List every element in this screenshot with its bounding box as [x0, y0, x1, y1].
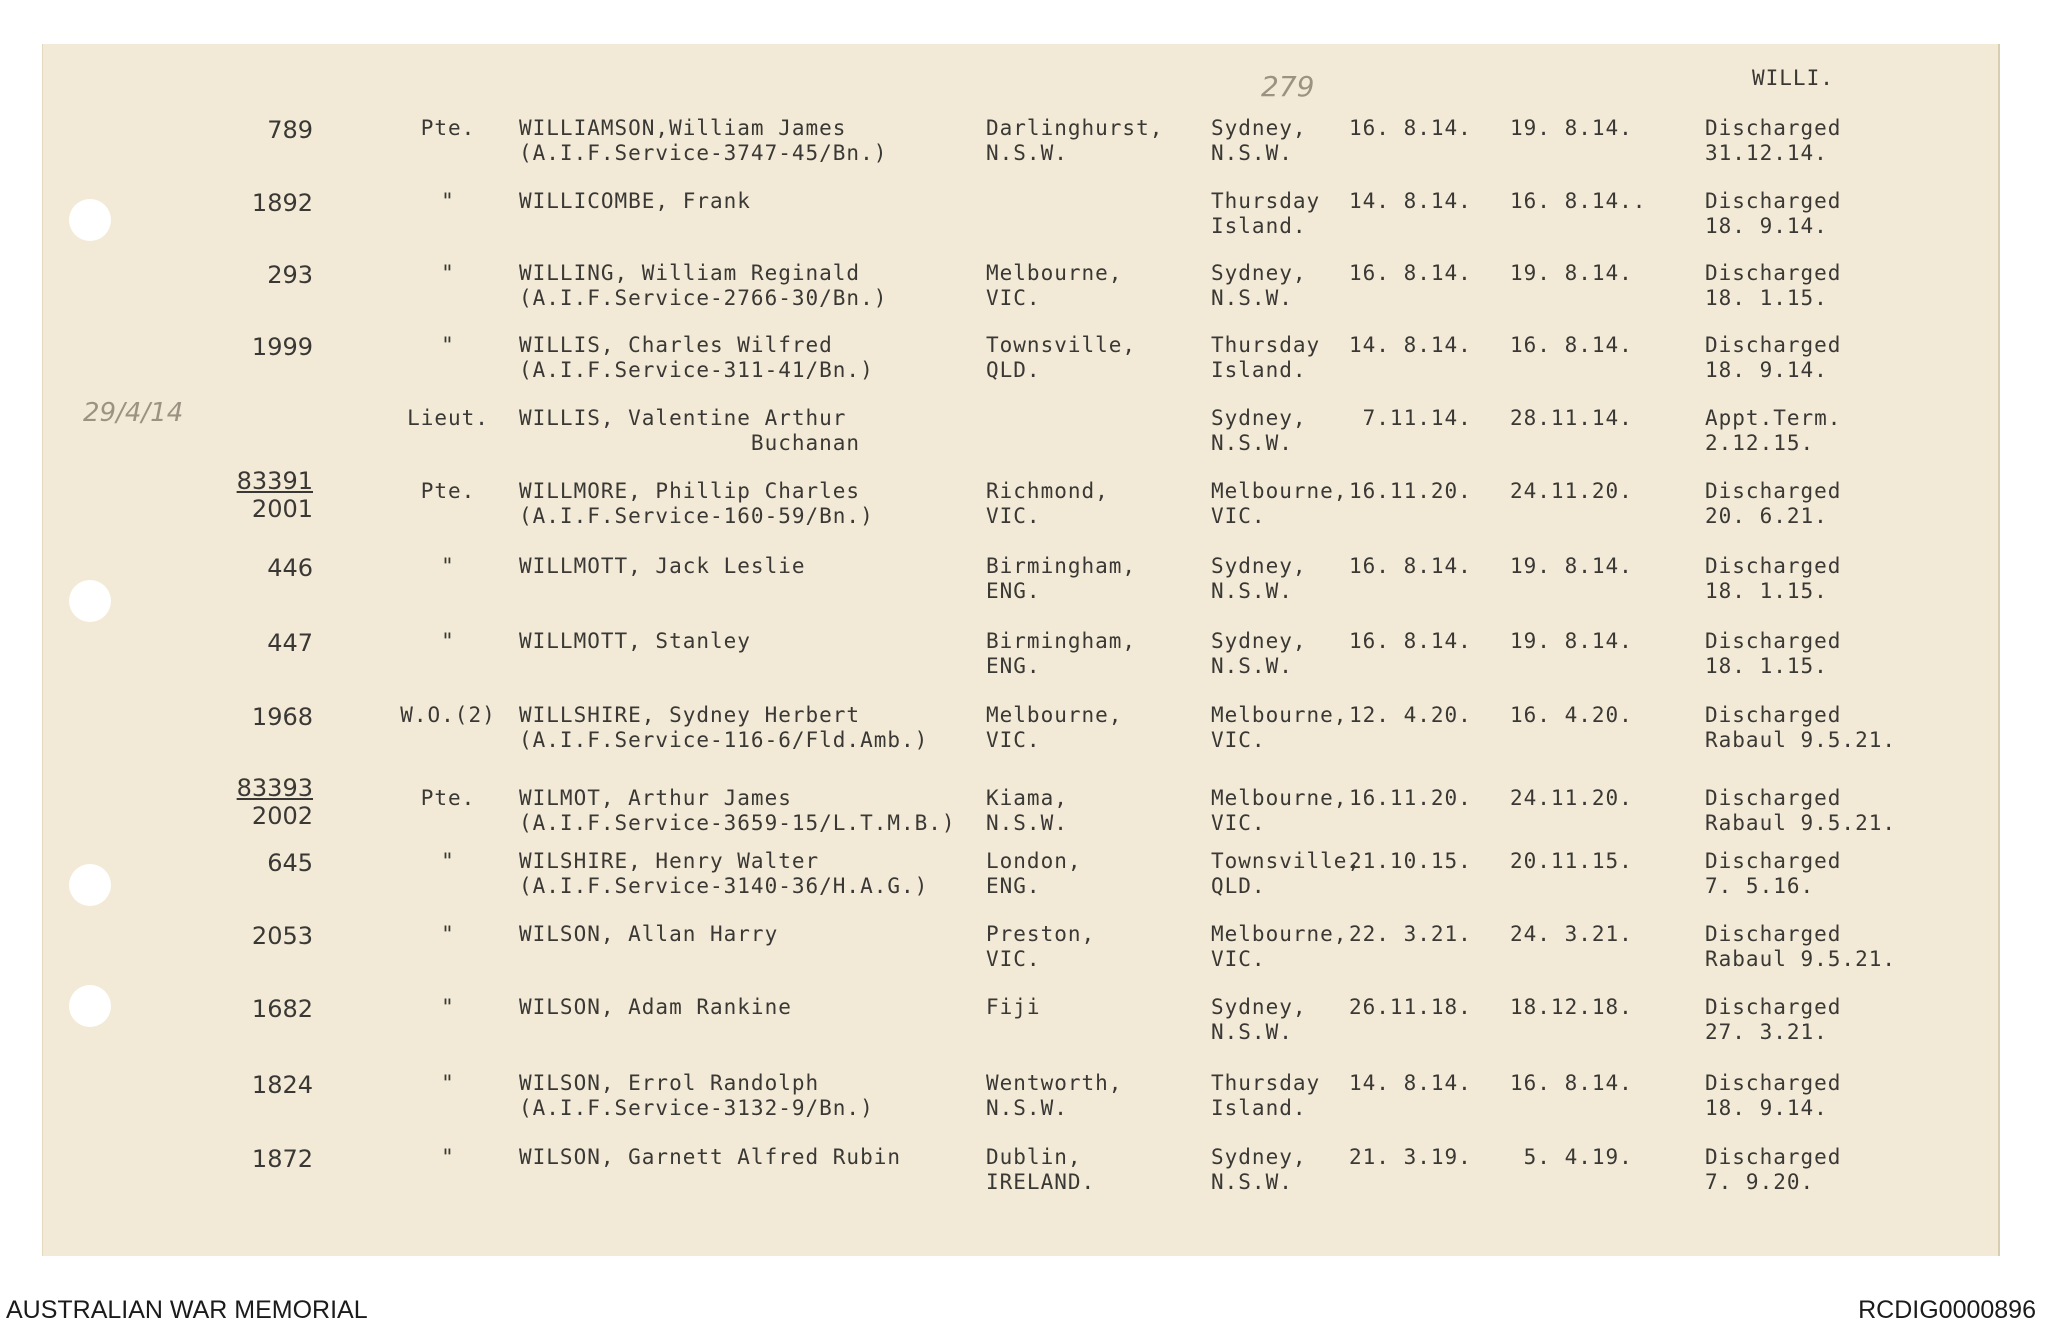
- number-value: 1892: [251, 189, 313, 217]
- discharge-details: [1705, 995, 1841, 1045]
- birthplace-line: Kiama,: [986, 786, 1068, 810]
- place-of-enlistment-line: Sydney,: [1211, 406, 1307, 430]
- discharge-details-line: Discharged: [1705, 1145, 1842, 1169]
- birthplace: [986, 554, 1136, 604]
- place-of-enlistment-line: Thursday: [1211, 1071, 1321, 1095]
- place-of-enlistment-line: Island.: [1211, 358, 1307, 382]
- discharge-details-line: Discharged: [1705, 479, 1842, 503]
- birthplace-line: VIC.: [986, 286, 1041, 310]
- place-of-enlistment-line: Sydney,: [1211, 261, 1307, 285]
- place-of-enlistment: [1211, 479, 1347, 529]
- discharge-details-line: 7. 5.16.: [1705, 874, 1815, 898]
- regimental-number: [193, 1145, 313, 1173]
- birthplace: [986, 116, 1163, 166]
- rank: ": [441, 849, 455, 873]
- enlistment-date: 14. 8.14.: [1349, 1071, 1472, 1095]
- discharge-details: [1705, 703, 1896, 753]
- record-row: [43, 333, 1998, 405]
- place-of-enlistment-line: Melbourne,: [1211, 479, 1348, 503]
- member-name: [519, 479, 874, 529]
- embarkation-date: 24.11.20.: [1510, 786, 1633, 810]
- rank: W.O.(2): [400, 703, 496, 727]
- embarkation-date: 16. 8.14..: [1510, 189, 1647, 213]
- birthplace-line: VIC.: [986, 728, 1041, 752]
- discharge-details: [1705, 189, 1841, 239]
- member-name: [519, 261, 887, 311]
- discharge-details-line: Discharged: [1705, 786, 1842, 810]
- place-of-enlistment-line: Thursday: [1211, 189, 1321, 213]
- regimental-number: [193, 261, 313, 289]
- regimental-number: [193, 467, 313, 523]
- embarkation-date: 19. 8.14.: [1510, 554, 1633, 578]
- pencil-folio-number: 279: [1261, 70, 1315, 103]
- member-name: [519, 1145, 901, 1170]
- member-name-line: WILLIS, Valentine Arthur: [519, 406, 847, 430]
- rank: Lieut.: [407, 406, 489, 430]
- discharge-details: [1705, 116, 1841, 166]
- discharge-details-line: 18. 1.15.: [1705, 286, 1828, 310]
- discharge-details: [1705, 629, 1841, 679]
- enlistment-date: 21.10.15.: [1349, 849, 1472, 873]
- member-name: [519, 922, 778, 947]
- member-name-line: WILLMOTT, Stanley: [519, 629, 751, 653]
- enlistment-date: 26.11.18.: [1349, 995, 1472, 1019]
- member-name-line: WILLIAMSON,William James: [519, 116, 847, 140]
- place-of-enlistment: [1211, 849, 1361, 899]
- discharge-details-line: Discharged: [1705, 703, 1842, 727]
- discharge-details: [1705, 1071, 1841, 1121]
- embarkation-date: 19. 8.14.: [1510, 261, 1633, 285]
- discharge-details: [1705, 1145, 1841, 1195]
- birthplace-line: ENG.: [986, 579, 1041, 603]
- enlistment-date: 16.11.20.: [1349, 479, 1472, 503]
- birthplace: [986, 629, 1136, 679]
- discharge-details-line: 18. 9.14.: [1705, 1096, 1828, 1120]
- embarkation-date: 16. 8.14.: [1510, 1071, 1633, 1095]
- discharge-details-line: Appt.Term.: [1705, 406, 1842, 430]
- regimental-number: [193, 849, 313, 877]
- rank: ": [441, 333, 455, 357]
- regimental-number: [193, 629, 313, 657]
- birthplace-line: Melbourne,: [986, 261, 1123, 285]
- birthplace-line: Preston,: [986, 922, 1096, 946]
- discharge-details-line: Discharged: [1705, 261, 1842, 285]
- number-value: 2002: [251, 802, 313, 830]
- member-name: [519, 703, 928, 753]
- place-of-enlistment: [1211, 786, 1347, 836]
- number-value: 1824: [251, 1071, 313, 1099]
- discharge-details-line: 18. 1.15.: [1705, 579, 1828, 603]
- birthplace-line: Birmingham,: [986, 554, 1137, 578]
- rank: Pte.: [420, 116, 476, 140]
- place-of-enlistment: [1211, 1145, 1307, 1195]
- member-name: [519, 189, 751, 214]
- birthplace: [986, 1145, 1095, 1195]
- member-name-line: (A.I.F.Service-160-59/Bn.): [519, 504, 874, 528]
- regimental-number: [193, 1071, 313, 1099]
- record-row: [43, 703, 1998, 775]
- member-name: [519, 116, 887, 166]
- place-of-enlistment-line: N.S.W.: [1211, 1020, 1293, 1044]
- member-name: [519, 629, 751, 654]
- member-name-line: WILMOT, Arthur James: [519, 786, 792, 810]
- place-of-enlistment: [1211, 703, 1347, 753]
- birthplace: [986, 849, 1082, 899]
- record-row: [43, 467, 1998, 551]
- place-of-enlistment-line: Sydney,: [1211, 995, 1307, 1019]
- enlistment-date: 16. 8.14.: [1349, 554, 1472, 578]
- member-name-line: WILLICOMBE, Frank: [519, 189, 751, 213]
- footer-credit: AUSTRALIAN WAR MEMORIAL: [6, 1296, 368, 1324]
- record-row: [43, 849, 1998, 921]
- embarkation-date: 24.11.20.: [1510, 479, 1633, 503]
- member-name-line: (A.I.F.Service-311-41/Bn.): [519, 358, 874, 382]
- record-row: [43, 1071, 1998, 1143]
- member-name-line: WILLMOTT, Jack Leslie: [519, 554, 806, 578]
- discharge-details-line: Rabaul 9.5.21.: [1705, 947, 1897, 971]
- discharge-details-line: 18. 9.14.: [1705, 358, 1828, 382]
- number-value: 1682: [251, 995, 313, 1023]
- member-name-line: WILSON, Garnett Alfred Rubin: [519, 1145, 902, 1169]
- place-of-enlistment-line: Sydney,: [1211, 629, 1307, 653]
- discharge-details: [1705, 786, 1896, 836]
- enlistment-date: 16.11.20.: [1349, 786, 1472, 810]
- embarkation-date: 16. 4.20.: [1510, 703, 1633, 727]
- number-value: 293: [267, 261, 313, 289]
- birthplace-line: N.S.W.: [986, 811, 1068, 835]
- number-value: 1999: [251, 333, 313, 361]
- place-of-enlistment-line: Sydney,: [1211, 116, 1307, 140]
- place-of-enlistment-line: Sydney,: [1211, 1145, 1307, 1169]
- regimental-number: [193, 774, 313, 830]
- discharge-details-line: 20. 6.21.: [1705, 504, 1828, 528]
- record-row: [43, 189, 1998, 261]
- record-row: [43, 774, 1998, 858]
- member-name-line: WILSON, Allan Harry: [519, 922, 779, 946]
- discharge-details-line: Discharged: [1705, 333, 1842, 357]
- discharge-details-line: 2.12.15.: [1705, 431, 1815, 455]
- member-name-line: Buchanan: [519, 431, 861, 455]
- enlistment-date: 7.11.14.: [1349, 406, 1472, 430]
- enlistment-date: 16. 8.14.: [1349, 261, 1472, 285]
- discharge-details-line: 18. 9.14.: [1705, 214, 1828, 238]
- record-row: [43, 995, 1998, 1067]
- discharge-details-line: 7. 9.20.: [1705, 1170, 1815, 1194]
- birthplace-line: ENG.: [986, 654, 1041, 678]
- place-of-enlistment-line: Island.: [1211, 1096, 1307, 1120]
- rank: ": [441, 629, 455, 653]
- birthplace-line: Fiji: [986, 995, 1041, 1019]
- member-name-line: WILSHIRE, Henry Walter: [519, 849, 820, 873]
- section-heading: WILLI.: [1752, 66, 1834, 90]
- discharge-details-line: Rabaul 9.5.21.: [1705, 728, 1897, 752]
- birthplace: [986, 786, 1068, 836]
- place-of-enlistment: [1211, 189, 1320, 239]
- rank: ": [441, 1145, 455, 1169]
- discharge-details-line: Discharged: [1705, 849, 1842, 873]
- birthplace: [986, 922, 1095, 972]
- discharge-details: [1705, 554, 1841, 604]
- discharge-details-line: Discharged: [1705, 629, 1842, 653]
- embarkation-date: 28.11.14.: [1510, 406, 1633, 430]
- place-of-enlistment-line: N.S.W.: [1211, 579, 1293, 603]
- birthplace: [986, 479, 1109, 529]
- member-name-line: (A.I.F.Service-3132-9/Bn.): [519, 1096, 874, 1120]
- birthplace: [986, 995, 1041, 1020]
- member-name: [519, 333, 874, 383]
- discharge-details-line: Discharged: [1705, 116, 1842, 140]
- embarkation-date: 19. 8.14.: [1510, 116, 1633, 140]
- embarkation-date: 5. 4.19.: [1510, 1145, 1633, 1169]
- rank: ": [441, 1071, 455, 1095]
- number-value: 446: [267, 554, 313, 582]
- record-row: [43, 922, 1998, 994]
- embarkation-date: 19. 8.14.: [1510, 629, 1633, 653]
- member-name-line: (A.I.F.Service-3140-36/H.A.G.): [519, 874, 929, 898]
- discharge-details-line: Discharged: [1705, 189, 1842, 213]
- place-of-enlistment-line: QLD.: [1211, 874, 1266, 898]
- discharge-details-line: Discharged: [1705, 995, 1842, 1019]
- birthplace-line: IRELAND.: [986, 1170, 1096, 1194]
- member-name: [519, 1071, 874, 1121]
- place-of-enlistment-line: Melbourne,: [1211, 786, 1348, 810]
- number-value: 447: [267, 629, 313, 657]
- place-of-enlistment-line: VIC.: [1211, 504, 1266, 528]
- rank: ": [441, 554, 455, 578]
- discharge-details: [1705, 849, 1841, 899]
- regimental-number: [193, 995, 313, 1023]
- place-of-enlistment-line: VIC.: [1211, 728, 1266, 752]
- discharge-details: [1705, 479, 1841, 529]
- footer-image-id: RCDIG0000896: [1858, 1296, 2036, 1324]
- regimental-number: [193, 922, 313, 950]
- birthplace: [986, 703, 1122, 753]
- embarkation-date: 16. 8.14.: [1510, 333, 1633, 357]
- record-row: [43, 629, 1998, 701]
- member-name-line: (A.I.F.Service-2766-30/Bn.): [519, 286, 888, 310]
- birthplace-line: London,: [986, 849, 1082, 873]
- rank: ": [441, 922, 455, 946]
- embarkation-date: 24. 3.21.: [1510, 922, 1633, 946]
- place-of-enlistment: [1211, 554, 1307, 604]
- birthplace-line: N.S.W.: [986, 1096, 1068, 1120]
- embarkation-date: 18.12.18.: [1510, 995, 1633, 1019]
- discharge-details-line: Rabaul 9.5.21.: [1705, 811, 1897, 835]
- place-of-enlistment-line: Melbourne,: [1211, 703, 1348, 727]
- document-sheet: [42, 44, 2000, 1256]
- member-name-line: (A.I.F.Service-3659-15/L.T.M.B.): [519, 811, 956, 835]
- regimental-number: [193, 703, 313, 731]
- place-of-enlistment-line: N.S.W.: [1211, 431, 1293, 455]
- place-of-enlistment: [1211, 995, 1307, 1045]
- member-name-line: WILLMORE, Phillip Charles: [519, 479, 861, 503]
- member-name: [519, 554, 806, 579]
- record-row: [43, 261, 1998, 333]
- rank: Pte.: [420, 479, 476, 503]
- record-row: [43, 116, 1998, 188]
- regimental-number: [193, 333, 313, 361]
- number-value: 789: [267, 116, 313, 144]
- place-of-enlistment-line: N.S.W.: [1211, 1170, 1293, 1194]
- member-name: [519, 406, 860, 456]
- birthplace-line: Darlinghurst,: [986, 116, 1164, 140]
- birthplace-line: VIC.: [986, 504, 1041, 528]
- discharge-details: [1705, 922, 1896, 972]
- discharge-details: [1705, 406, 1841, 456]
- record-row: [43, 406, 1998, 478]
- birthplace-line: Townsville,: [986, 333, 1137, 357]
- number-value: 2001: [251, 495, 313, 523]
- regimental-number: [193, 554, 313, 582]
- number-value: 1968: [251, 703, 313, 731]
- discharge-details-line: 27. 3.21.: [1705, 1020, 1828, 1044]
- birthplace: [986, 261, 1122, 311]
- place-of-enlistment-line: VIC.: [1211, 947, 1266, 971]
- enlistment-date: 12. 4.20.: [1349, 703, 1472, 727]
- place-of-enlistment: [1211, 116, 1307, 166]
- member-name-line: WILSON, Adam Rankine: [519, 995, 792, 1019]
- place-of-enlistment: [1211, 629, 1307, 679]
- member-name: [519, 849, 928, 899]
- former-number: 83391: [236, 467, 313, 495]
- discharge-details: [1705, 261, 1841, 311]
- place-of-enlistment: [1211, 406, 1307, 456]
- place-of-enlistment: [1211, 1071, 1320, 1121]
- member-name-line: (A.I.F.Service-3747-45/Bn.): [519, 141, 888, 165]
- place-of-enlistment-line: Thursday: [1211, 333, 1321, 357]
- birthplace: [986, 1071, 1122, 1121]
- number-value: 645: [267, 849, 313, 877]
- birthplace-line: Birmingham,: [986, 629, 1137, 653]
- enlistment-date: 16. 8.14.: [1349, 116, 1472, 140]
- place-of-enlistment-line: VIC.: [1211, 811, 1266, 835]
- discharge-details-line: Discharged: [1705, 1071, 1842, 1095]
- discharge-details-line: Discharged: [1705, 554, 1842, 578]
- member-name-line: (A.I.F.Service-116-6/Fld.Amb.): [519, 728, 929, 752]
- birthplace-line: VIC.: [986, 947, 1041, 971]
- rank: ": [441, 261, 455, 285]
- birthplace-line: Melbourne,: [986, 703, 1123, 727]
- birthplace-line: Richmond,: [986, 479, 1109, 503]
- enlistment-date: 22. 3.21.: [1349, 922, 1472, 946]
- discharge-details-line: 31.12.14.: [1705, 141, 1828, 165]
- discharge-details-line: Discharged: [1705, 922, 1842, 946]
- member-name-line: WILLSHIRE, Sydney Herbert: [519, 703, 861, 727]
- place-of-enlistment: [1211, 333, 1320, 383]
- member-name-line: WILSON, Errol Randolph: [519, 1071, 820, 1095]
- place-of-enlistment-line: N.S.W.: [1211, 141, 1293, 165]
- former-number: 83393: [236, 774, 313, 802]
- number-value: 2053: [251, 922, 313, 950]
- member-name: [519, 995, 792, 1020]
- place-of-enlistment-line: N.S.W.: [1211, 286, 1293, 310]
- number-value: 1872: [251, 1145, 313, 1173]
- enlistment-date: 14. 8.14.: [1349, 333, 1472, 357]
- birthplace-line: N.S.W.: [986, 141, 1068, 165]
- birthplace-line: Dublin,: [986, 1145, 1082, 1169]
- enlistment-date: 21. 3.19.: [1349, 1145, 1472, 1169]
- embarkation-date: 20.11.15.: [1510, 849, 1633, 873]
- pencil-margin-note: 29/4/14: [83, 398, 184, 428]
- place-of-enlistment-line: Melbourne,: [1211, 922, 1348, 946]
- place-of-enlistment: [1211, 261, 1307, 311]
- enlistment-date: 16. 8.14.: [1349, 629, 1472, 653]
- member-name: [519, 786, 956, 836]
- rank: Pte.: [420, 786, 476, 810]
- birthplace-line: Wentworth,: [986, 1071, 1123, 1095]
- birthplace: [986, 333, 1136, 383]
- regimental-number: [193, 116, 313, 144]
- record-row: [43, 1145, 1998, 1217]
- discharge-details: [1705, 333, 1841, 383]
- place-of-enlistment-line: N.S.W.: [1211, 654, 1293, 678]
- rank: ": [441, 995, 455, 1019]
- member-name-line: WILLING, William Reginald: [519, 261, 861, 285]
- birthplace-line: ENG.: [986, 874, 1041, 898]
- member-name-line: WILLIS, Charles Wilfred: [519, 333, 833, 357]
- rank: ": [441, 189, 455, 213]
- place-of-enlistment-line: Island.: [1211, 214, 1307, 238]
- place-of-enlistment: [1211, 922, 1347, 972]
- regimental-number: [193, 189, 313, 217]
- record-row: [43, 554, 1998, 626]
- birthplace-line: QLD.: [986, 358, 1041, 382]
- place-of-enlistment-line: Townsville,: [1211, 849, 1362, 873]
- discharge-details-line: 18. 1.15.: [1705, 654, 1828, 678]
- enlistment-date: 14. 8.14.: [1349, 189, 1472, 213]
- place-of-enlistment-line: Sydney,: [1211, 554, 1307, 578]
